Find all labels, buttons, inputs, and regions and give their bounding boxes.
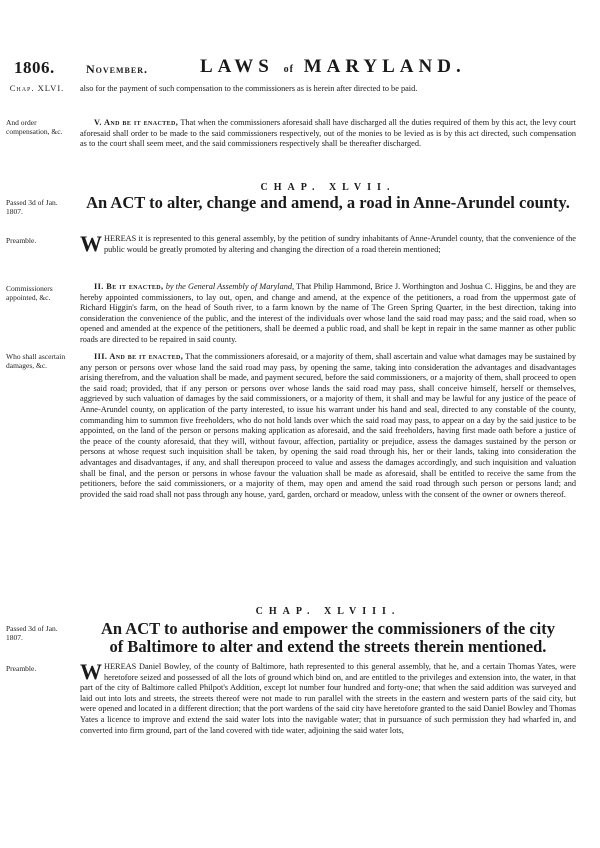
header-title-laws: LAWS [200,56,274,77]
passed-date-48: Passed 3d of Jan. 1807. [6,624,58,642]
marginal-damages: Who shall ascertain damages, &c. [6,352,66,370]
marginal-order-compensation: And order compensation, &c. [6,118,63,136]
section-2-text: That Philip Hammond, Brice J. Worthington and Joshua C. Higgins, be and they are hereby appointed commissioners, to lay out, open, and change and amend, at the expence of the petitioners, a road from the uppermost gate of Richard Higgin's farm, on the head of South river, to a farm known by the name of The Green Spring Quarter, in the best direction, taking into consideration the convenience of the public, and the interest of the individuals over whose land the said road may pass; and the said road, when so opened and amended at the expence of the petitioners, shall be deemed a public road, and shall be kept in repair in the same manner as other public roads are directed to be repaired in said county. [80,282,576,344]
chap-47-section-3 [80,352,576,500]
preamble-text-47: HEREAS it is represented to this general assembly, by the petition of sundry inhabitants of Anne-Arundel county, that the convenience of the public would be greatly promoted by altering and changing the direction of a road therein mentioned; [104,234,576,254]
section-5-lead: V. And be it enacted, [94,118,179,127]
passed-date-47: Passed 3d of Jan. 1807. [6,198,58,216]
header-title [200,56,466,78]
preamble-text-48: HEREAS Daniel Bowley, of the county of Baltimore, hath represented to this general assembly, that he, and a certain Thomas Yates, were heretofore seized and possessed of all the lots of ground which bind on, and are entitled to the privileges and extension into, the water, in that part of the city of Baltimore called Philpot's Addition, except lot number four hundred and forty-one; that when the said addition was surveyed and laid out into lots and streets, the streets thereof were not made to run parallel with the streets in the eastern and western parts of the said city, but were opened and located in a different direction; that the port wardens of the said city have heretofore granted to the said Daniel Bowley and Thomas Yates a licence to improve and extend the said water lots into the navigable water; that in pursuance of such permission they had wharfed in, and converted into firm ground, part of the land covered with tide water, adjoining the said water lots, [80,662,576,735]
running-header [14,56,590,82]
chap-46-section-5 [80,118,576,150]
section-2-lead: II. Be it enacted, [94,282,164,291]
chap-48-preamble [80,659,576,736]
section-2-italic: by the General Assembly of Maryland, [165,282,295,291]
chap-47-preamble [80,231,576,256]
chap-46-continuation: also for the payment of such compensation to the commissioners as is herein after directed to be paid. [80,84,418,93]
chap-47-heading: CHAP. XLVII. [260,182,396,193]
header-title-maryland: MARYLAND. [303,56,466,77]
preamble-label-47: Preamble. [6,236,37,245]
chap-47-title: An ACT to alter, change and amend, a road in Anne-Arundel county. [86,193,570,212]
preamble-drop-cap-48: W [80,659,102,684]
header-year: 1806. [14,58,55,77]
section-3-lead: III. And be it enacted, [94,352,184,361]
chap-48-heading: CHAP. XLVIII. [255,606,401,617]
chap-48-title-line-1: An ACT to authorise and empower the commissioners of the city [100,619,556,638]
preamble-label-48: Preamble. [6,664,37,673]
chap-48-title-line-2: of Baltimore to alter and extend the streets therein mentioned. [109,637,547,656]
preamble-drop-cap-47: W [80,231,102,256]
marginal-chap-46: Chap. XLVI. [9,83,65,93]
section-5-text: That when the commissioners aforesaid shall have discharged all the duties required of them by this act, the levy court aforesaid shall order to be made to the said commissioners respectively, out of the monies to be levied as is by this act directed, such compensation as to the court shall seem meet, and the said commissioners respectively shall be thereafter discharged. [80,118,576,149]
chap-47-section-2 [80,282,576,346]
header-month: November. [86,62,149,76]
section-3-text: That the commissioners aforesaid, or a majority of them, shall ascertain and value what damages may be sustained by any person or persons over whose land the said road may pass, by opening the same, taking into consideration the advantages and disadvantages arising therefrom, and the valuation shall be made, and payment secured, before the said commissioners, or a majority of them, shall proceed to open the said road; provided, that if any person or persons over whose lands the said road may pass, shall conceive himself, herself or themselves, aggrieved by such valuation of damages by the said commissioners, or a majority of them, it shall and may be lawful for any justice of the peace of Anne-Arundel county, on application of the party interested, to issue his warrant under his hand and seal, directed to any constable of the county, commanding him to summon five freeholders, who do not hold lands over which the said road may pass, to appear on a day by the said justice to be appointed, on the land of the person or persons making application as aforesaid, and the said freeholders, having first made oath before a justice of the peace of the county aforesaid, that they will, without favour, affection, partiality or prejudice, assess the damages sustained by the person or persons at whose request such inquisition shall be taken, by opening the said road through his, her or their lands, taking into consideration the advantages and disadvantages, if any, and shall thereupon proceed to value and assess the damages accordingly, and such inquisition and valuation shall be final, and the person or persons in whose favour the valuation shall be made as aforesaid, shall be entitled to receive the same from the petitioners, before the said commissioners, or a majority of them, may open and amend the said road through such person or persons land; and provided the said road shall not pass through any house, yard, garden, orchard or meadow, unless with the consent of the owner or owners thereof. [80,352,576,499]
header-title-of: of [283,64,294,75]
marginal-commissioners-appointed: Commissioners appointed, &c. [6,284,53,302]
